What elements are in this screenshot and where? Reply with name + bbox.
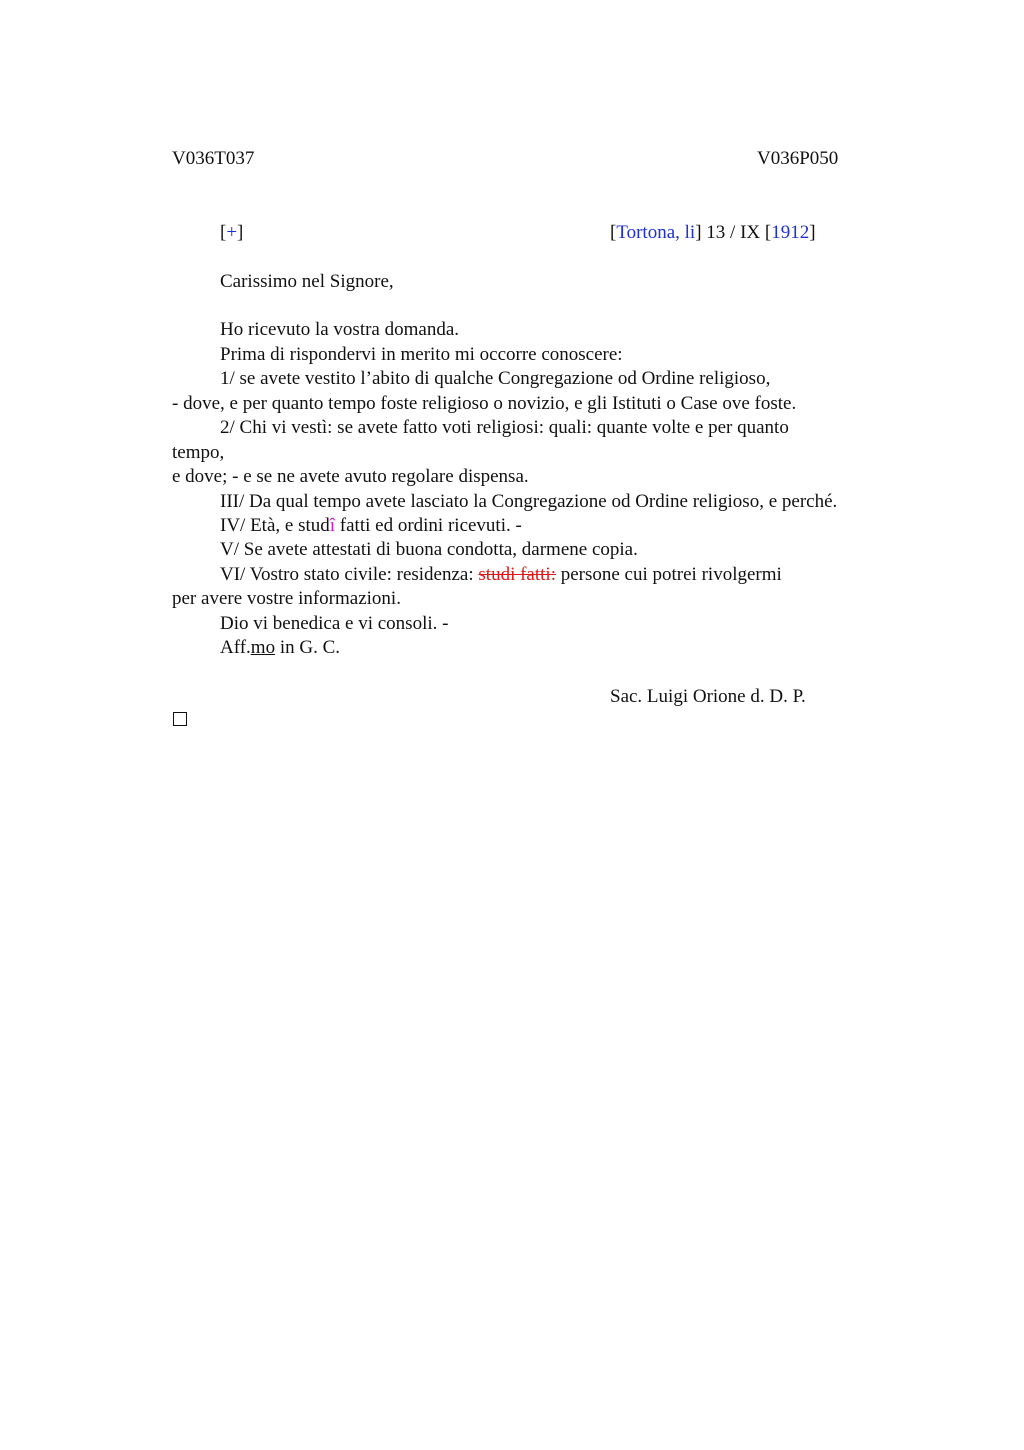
text-segment: Aff. bbox=[220, 637, 251, 658]
place-name: Tortona, li bbox=[616, 222, 696, 243]
document-code-right: V036P050 bbox=[757, 148, 839, 169]
signature: Sac. Luigi Orione d. D. P. bbox=[610, 686, 806, 707]
text-segment: IV/ Età, e stud bbox=[220, 515, 330, 536]
text-segment: in G. C. bbox=[275, 637, 341, 658]
letter-line: tempo, bbox=[172, 442, 225, 463]
letter-line: 1/ se avete vestito l’abito di qualche Congregazione od Ordine religioso, bbox=[220, 368, 771, 389]
letter-line: per avere vostre informazioni. bbox=[172, 588, 401, 609]
letter-line: III/ Da qual tempo avete lasciato la Congregazione od Ordine religioso, e perché. bbox=[220, 491, 838, 512]
letter-line bbox=[220, 564, 782, 586]
letter-line: 2/ Chi vi vestì: se avete fatto voti religiosi: quali: quante volte e per quanto bbox=[220, 417, 789, 438]
bracket: [ bbox=[764, 222, 772, 243]
text-segment: VI/ Vostro stato civile: residenza: bbox=[220, 564, 479, 585]
blessing: Dio vi benedica e vi consoli. - bbox=[220, 613, 449, 634]
date-day-month: 13 / IX bbox=[701, 222, 765, 243]
date-year: 1912 bbox=[771, 222, 810, 243]
document-code-left: V036T037 bbox=[172, 148, 255, 169]
letter-line: V/ Se avete attestati di buona condotta, darmene copia. bbox=[220, 539, 638, 560]
letter-line: Prima di rispondervi in merito mi occorre conoscere: bbox=[220, 344, 623, 365]
place-date bbox=[610, 222, 816, 244]
bracket: ] bbox=[809, 222, 816, 243]
bracket: [ bbox=[220, 222, 227, 243]
bracket: ] bbox=[695, 222, 702, 243]
end-of-document-box-icon bbox=[173, 712, 187, 726]
letter-line: Ho ricevuto la vostra domanda. bbox=[220, 319, 460, 340]
closing bbox=[220, 637, 340, 659]
accented-letter: î bbox=[329, 515, 336, 536]
bracket: ] bbox=[237, 222, 244, 243]
struck-text: studi fatti: bbox=[478, 564, 556, 585]
underlined-text: mo bbox=[250, 637, 276, 658]
salutation: Carissimo nel Signore, bbox=[220, 271, 394, 292]
cross-mark bbox=[220, 222, 243, 244]
cross-symbol: + bbox=[226, 222, 238, 243]
bracket: [ bbox=[610, 222, 617, 243]
text-segment: fatti ed ordini ricevuti. - bbox=[335, 515, 522, 536]
text-segment: persone cui potrei rivolgermi bbox=[555, 564, 782, 585]
letter-line bbox=[220, 515, 522, 537]
letter-line: e dove; - e se ne avete avuto regolare dispensa. bbox=[172, 466, 529, 487]
letter-line: - dove, e per quanto tempo foste religioso o novizio, e gli Istituti o Case ove foste. bbox=[172, 393, 797, 414]
